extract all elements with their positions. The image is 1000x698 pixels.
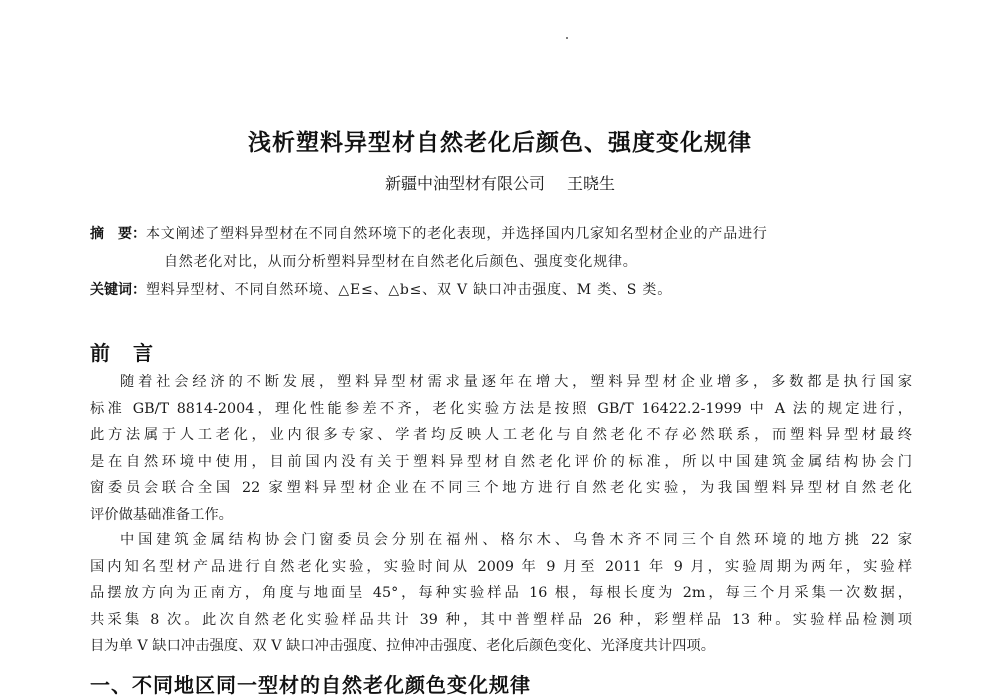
- paragraph-line: 品摆放方向为正南方，角度与地面呈 45°，每种实验样品 16 根，每根长度为 2m，每三个月采集一次数据，: [90, 585, 912, 601]
- paragraph-line: 目为单 V 缺口冲击强度、双 V 缺口冲击强度、拉伸冲击强度、老化后颜色变化、光泽度共计四项。: [90, 638, 715, 654]
- abstract-line: 自然老化对比，从而分析塑料异型材在自然老化后颜色、强度变化规律。: [164, 254, 638, 270]
- paragraph-line: 标准 GB/T 8814-2004，理化性能参差不齐，老化实验方法是按照 GB/T 16422.2-1999 中 A 法的规定进行，: [90, 400, 912, 417]
- keywords-text: 塑料异型材、不同自然环境、△E≤、△b≤、双 V 缺口冲击强度、M 类、S 类。: [146, 282, 673, 298]
- abstract-row: [90, 248, 920, 276]
- abstract-line: 本文阐述了塑料异型材在不同自然环境下的老化表现，并选择国内几家知名型材企业的产品进行: [146, 226, 768, 242]
- paragraph-line: 窗委员会联合全国 22 家塑料异型材企业在不同三个地方进行自然老化实验，为我国塑料异型材自然老化: [90, 480, 912, 496]
- paragraph-line: 评价做基础准备工作。: [90, 506, 233, 523]
- paragraph-line: 随着社会经济的不断发展，塑料异型材需求量逐年在增大，塑料异型材企业增多，多数都是执行国家: [120, 374, 912, 390]
- paragraph-line: 国内知名型材产品进行自然老化实验，实验时间从 2009 年 9 月至 2011 年 9 月，实验周期为两年，实验样: [90, 558, 912, 575]
- keywords-label: 关键词：: [90, 282, 146, 298]
- organization: 新疆中油型材有限公司: [384, 174, 545, 193]
- abstract-row: [90, 220, 920, 248]
- paragraph-line: 此方法属于人工老化，业内很多专家、学者均反映人工老化与自然老化不存必然联系，而塑料异型材最终: [90, 427, 912, 443]
- paragraph-line: 中国建筑金属结构协会门窗委员会分别在福州、格尔木、乌鲁木齐不同三个自然环境的地方挑 22 家: [120, 532, 912, 548]
- paragraph-line: 共采集 8 次。此次自然老化实验样品共计 39 种，其中普塑样品 26 种，彩塑样品 13 种。实验样品检测项: [90, 611, 912, 628]
- paragraph-line: 是在自然环境中使用，目前国内没有关于塑料异型材自然老化评价的标准，所以中国建筑金属结构协会门: [90, 453, 912, 470]
- keywords-row: [90, 276, 920, 304]
- paper-title: 浅析塑料异型材自然老化后颜色、强度变化规律: [248, 130, 752, 156]
- abstract-block: [90, 220, 920, 304]
- byline: [0, 171, 1000, 194]
- section-heading-preface: 前 言: [90, 341, 161, 365]
- section-heading-1: 一、不同地区同一型材的自然老化颜色变化规律: [90, 673, 531, 697]
- author-name: 王晓生: [567, 174, 616, 193]
- paragraph-2: [90, 527, 912, 660]
- abstract-label: 摘 要：: [90, 226, 146, 242]
- paragraph-1: [90, 369, 912, 528]
- scan-speck: [566, 37, 568, 39]
